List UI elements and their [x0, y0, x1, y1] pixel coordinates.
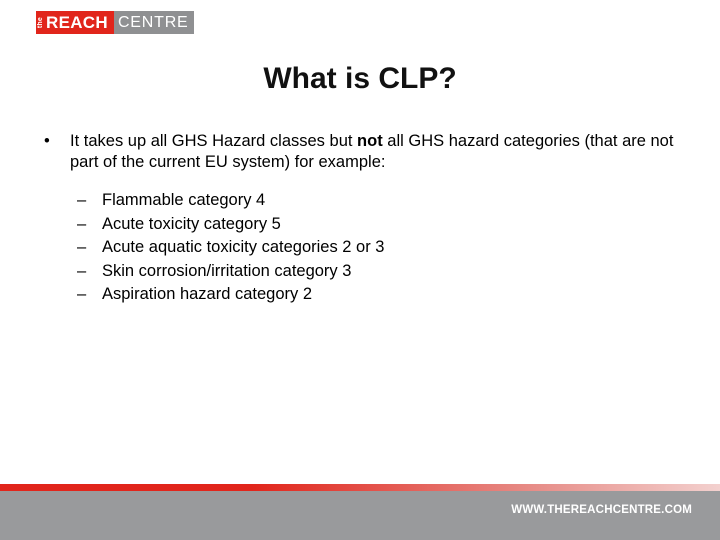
sub-item [77, 283, 684, 307]
sub-item [77, 236, 684, 260]
sub-marker: – [77, 214, 87, 233]
bullet-marker: • [44, 132, 50, 150]
logo-red-block [36, 11, 114, 34]
sub-item-text: Skin corrosion/irritation category 3 [102, 261, 352, 280]
logo-reach-text: REACH [46, 12, 108, 32]
sub-marker: – [77, 261, 87, 280]
sub-item-text: Aspiration hazard category 2 [102, 285, 313, 303]
sub-item [77, 260, 684, 284]
footer-bar [0, 491, 720, 540]
logo-centre-text: CENTRE [117, 13, 189, 31]
sub-marker: – [77, 285, 87, 303]
main-bullet [44, 131, 684, 173]
sub-list [44, 189, 684, 307]
sub-marker: – [77, 191, 87, 209]
logo-grey-block [114, 11, 194, 34]
footer-url-link[interactable]: WWW.THEREACHCENTRE.COM [511, 504, 692, 516]
bullet-text-emphasis: not [357, 132, 383, 150]
reach-centre-logo [36, 11, 194, 34]
main-bullet-text [70, 131, 684, 173]
bullet-text-before: It takes up all GHS Hazard classes but [70, 132, 358, 150]
footer-red-stripe [0, 484, 720, 491]
sub-item-text: Acute aquatic toxicity categories 2 or 3 [102, 238, 385, 256]
sub-marker: – [77, 238, 87, 256]
slide-title: What is CLP? [263, 62, 457, 95]
sub-item [77, 213, 684, 237]
sub-item-text: Flammable category 4 [102, 191, 266, 209]
sub-item-text: Acute toxicity category 5 [102, 214, 281, 233]
sub-item [77, 189, 684, 213]
bullet-text-after: all GHS hazard categories (that are not part of the current EU system) for example: [70, 132, 674, 171]
slide-content [44, 131, 684, 307]
logo-the-text: the [37, 16, 44, 29]
